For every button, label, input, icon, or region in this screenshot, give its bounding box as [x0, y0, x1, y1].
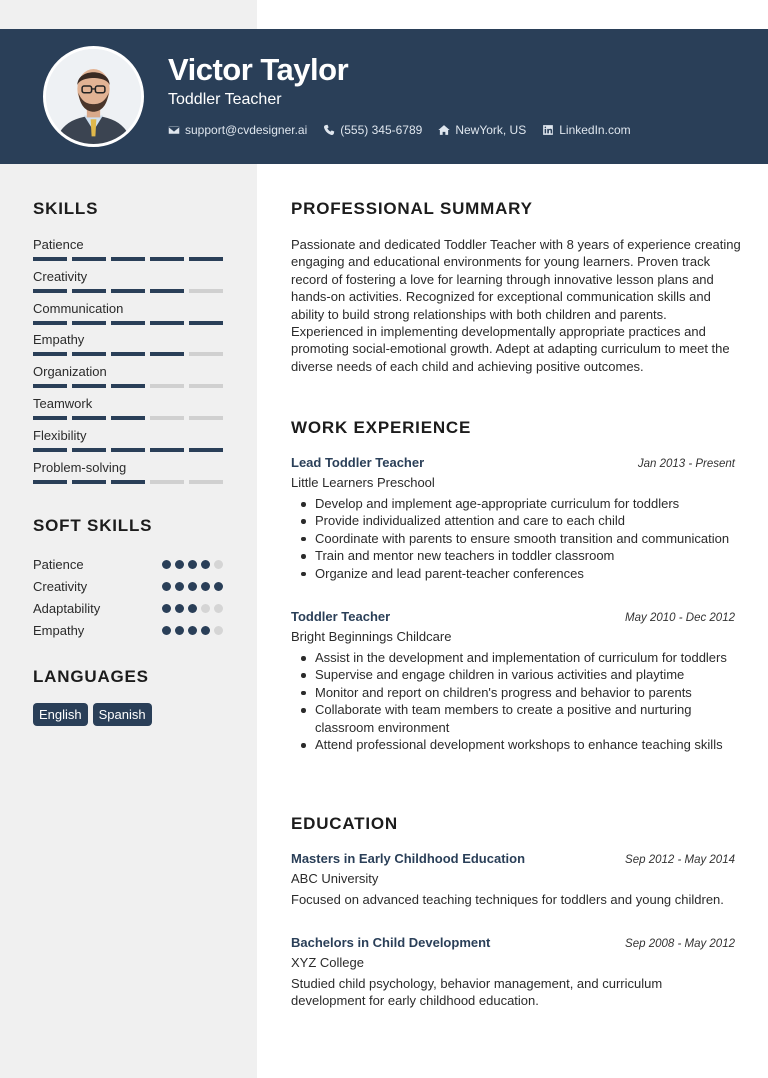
education-entry — [291, 935, 735, 1010]
education-description: Focused on advanced teaching techniques for toddlers and young children. — [291, 892, 724, 907]
skill-level-segment — [150, 384, 184, 388]
soft-skill-name: Empathy — [33, 622, 85, 638]
rating-dot — [162, 626, 171, 635]
skill-level-segment — [150, 352, 184, 356]
soft-skill-rating — [158, 626, 223, 635]
skill-level-bar — [33, 416, 223, 420]
job-bullet: Attend professional development workshops to enhance teaching skills — [291, 736, 735, 753]
envelope-icon — [168, 124, 180, 136]
job-title: Lead Toddler Teacher — [291, 455, 425, 470]
skill-name: Problem-solving — [33, 459, 127, 475]
soft-skill-item — [33, 619, 223, 641]
soft-skill-item — [33, 597, 223, 619]
skill-name: Empathy — [33, 332, 85, 348]
skill-level-segment — [111, 352, 145, 356]
skill-level-segment — [150, 321, 184, 325]
soft-skill-rating — [158, 582, 223, 591]
skill-level-segment — [189, 352, 223, 356]
skill-level-segment — [189, 257, 223, 261]
skill-item — [33, 331, 223, 363]
rating-dot — [201, 582, 210, 591]
skill-name: Flexibility — [33, 427, 87, 443]
education-dates: Sep 2012 - May 2014 — [625, 854, 735, 866]
language-tag: Spanish — [93, 703, 152, 726]
skill-name: Communication — [33, 300, 124, 316]
soft-skills-list — [33, 553, 223, 641]
school-name: ABC University — [291, 871, 379, 886]
language-tag: English — [33, 703, 88, 726]
job-bullet: Train and mentor new teachers in toddler classroom — [291, 547, 735, 564]
rating-dot — [162, 560, 171, 569]
skill-level-segment — [72, 448, 106, 452]
skill-level-segment — [33, 480, 67, 484]
soft-skill-name: Patience — [33, 556, 84, 572]
degree-title: Bachelors in Child Development — [291, 935, 491, 950]
soft-skill-rating — [158, 604, 223, 613]
skill-level-segment — [150, 480, 184, 484]
rating-dot — [175, 560, 184, 569]
job-entry — [291, 455, 735, 582]
person-portrait-icon — [46, 49, 141, 144]
skill-name: Teamwork — [33, 395, 93, 411]
skill-level-segment — [111, 448, 145, 452]
skill-level-segment — [189, 321, 223, 325]
skill-item — [33, 459, 223, 491]
skill-item — [33, 363, 223, 395]
rating-dot — [188, 604, 197, 613]
job-bullet: Coordinate with parents to ensure smooth transition and communication — [291, 530, 735, 547]
job-bullet: Assist in the development and implementation of curriculum for toddlers — [291, 649, 735, 666]
skill-level-segment — [33, 321, 67, 325]
contact-linkedin-text: LinkedIn.com — [559, 123, 631, 137]
experience-heading: WORK EXPERIENCE — [291, 418, 472, 437]
contact-location — [438, 123, 526, 137]
candidate-name: Victor Taylor — [168, 52, 349, 87]
skill-level-segment — [111, 289, 145, 293]
skill-level-segment — [72, 384, 106, 388]
job-employer: Little Learners Preschool — [291, 475, 435, 490]
soft-skill-rating — [158, 560, 223, 569]
skill-level-segment — [33, 384, 67, 388]
school-name: XYZ College — [291, 955, 364, 970]
education-entry — [291, 851, 735, 908]
skill-level-segment — [150, 257, 184, 261]
skill-item — [33, 268, 223, 300]
skill-level-bar — [33, 384, 223, 388]
rating-dot — [214, 604, 223, 613]
skill-level-bar — [33, 480, 223, 484]
contact-location-text: NewYork, US — [455, 123, 527, 137]
skill-level-segment — [189, 480, 223, 484]
phone-icon — [323, 124, 335, 136]
skill-level-segment — [72, 352, 106, 356]
skill-level-segment — [189, 289, 223, 293]
rating-dot — [201, 560, 210, 569]
skill-level-segment — [111, 480, 145, 484]
skill-level-segment — [150, 416, 184, 420]
rating-dot — [188, 626, 197, 635]
job-bullet: Organize and lead parent-teacher conferences — [291, 565, 735, 582]
skill-level-bar — [33, 321, 223, 325]
skill-level-segment — [33, 289, 67, 293]
summary-heading: PROFESSIONAL SUMMARY — [291, 199, 533, 218]
contact-phone[interactable] — [323, 123, 422, 137]
skills-list — [33, 236, 223, 490]
languages-heading: LANGUAGES — [33, 667, 149, 686]
rating-dot — [201, 604, 210, 613]
skill-level-segment — [111, 257, 145, 261]
home-icon — [438, 124, 450, 136]
job-title: Toddler Teacher — [291, 609, 391, 624]
rating-dot — [175, 626, 184, 635]
profile-photo — [43, 46, 144, 147]
education-heading: EDUCATION — [291, 814, 398, 833]
rating-dot — [201, 626, 210, 635]
job-entry — [291, 609, 735, 753]
contact-linkedin[interactable] — [542, 123, 630, 137]
contact-email[interactable] — [168, 123, 307, 137]
contact-phone-text: (555) 345-6789 — [340, 123, 423, 137]
education-description: Studied child psychology, behavior management, and curriculum development for early childhood education. — [291, 976, 663, 1009]
skill-name: Organization — [33, 364, 107, 380]
contact-bar — [168, 122, 647, 138]
linkedin-icon — [542, 124, 554, 136]
rating-dot — [188, 560, 197, 569]
skill-level-bar — [33, 289, 223, 293]
skill-level-segment — [72, 480, 106, 484]
skills-heading: SKILLS — [33, 199, 99, 218]
skill-level-segment — [72, 321, 106, 325]
skill-level-segment — [72, 289, 106, 293]
skill-level-segment — [150, 448, 184, 452]
soft-skill-name: Creativity — [33, 578, 88, 594]
skill-level-segment — [189, 384, 223, 388]
rating-dot — [162, 604, 171, 613]
skill-item — [33, 236, 223, 268]
skill-name: Patience — [33, 237, 84, 252]
skill-item — [33, 395, 223, 427]
skill-level-segment — [72, 416, 106, 420]
education-dates: Sep 2008 - May 2012 — [625, 938, 735, 950]
job-employer: Bright Beginnings Childcare — [291, 629, 452, 644]
job-dates: May 2010 - Dec 2012 — [625, 612, 735, 624]
skill-item — [33, 427, 223, 459]
skill-level-segment — [33, 416, 67, 420]
rating-dot — [214, 560, 223, 569]
skill-level-segment — [111, 384, 145, 388]
skill-level-segment — [111, 416, 145, 420]
candidate-job-title: Toddler Teacher — [168, 91, 282, 108]
skill-name: Creativity — [33, 268, 88, 284]
job-bullets — [291, 495, 735, 582]
skill-level-segment — [111, 321, 145, 325]
degree-title: Masters in Early Childhood Education — [291, 851, 526, 866]
rating-dot — [175, 582, 184, 591]
job-bullet: Provide individualized attention and care to each child — [291, 512, 735, 529]
job-bullet: Develop and implement age-appropriate curriculum for toddlers — [291, 495, 735, 512]
job-bullet: Monitor and report on children's progress and behavior to parents — [291, 684, 735, 701]
skill-level-bar — [33, 257, 223, 261]
contact-email-text: support@cvdesigner.ai — [185, 123, 308, 137]
skill-level-segment — [33, 448, 67, 452]
rating-dot — [214, 626, 223, 635]
rating-dot — [188, 582, 197, 591]
summary-text: Passionate and dedicated Toddler Teacher with 8 years of experience creating engaging and educational environments for young learners. Proven track record of fostering a love for learning through innovative lesson plans and hands-on activities. Recognized for exceptional communication skills and ability to build strong relationships with both children and parents. Experienced in implementing developmentally appropriate practices and promoting social-emotional growth. Adept at adapting curriculum to meet the diverse needs of each child and achieving positive outcomes. — [291, 237, 741, 374]
skill-item — [33, 300, 223, 332]
job-dates: Jan 2013 - Present — [637, 458, 735, 470]
skill-level-segment — [189, 448, 223, 452]
skill-level-segment — [33, 257, 67, 261]
skill-level-segment — [150, 289, 184, 293]
languages-list — [33, 703, 157, 726]
rating-dot — [162, 582, 171, 591]
soft-skills-heading: SOFT SKILLS — [33, 516, 153, 535]
skill-level-segment — [33, 352, 67, 356]
skill-level-bar — [33, 448, 223, 452]
job-bullets — [291, 649, 735, 753]
soft-skill-item — [33, 553, 223, 575]
soft-skill-name: Adaptability — [33, 600, 101, 616]
rating-dot — [214, 582, 223, 591]
rating-dot — [175, 604, 184, 613]
skill-level-segment — [72, 257, 106, 261]
soft-skill-item — [33, 575, 223, 597]
job-bullet: Supervise and engage children in various activities and playtime — [291, 666, 735, 683]
skill-level-bar — [33, 352, 223, 356]
skill-level-segment — [189, 416, 223, 420]
resume-header — [0, 29, 768, 164]
job-bullet: Collaborate with team members to create a positive and nurturing classroom environment — [291, 701, 735, 736]
